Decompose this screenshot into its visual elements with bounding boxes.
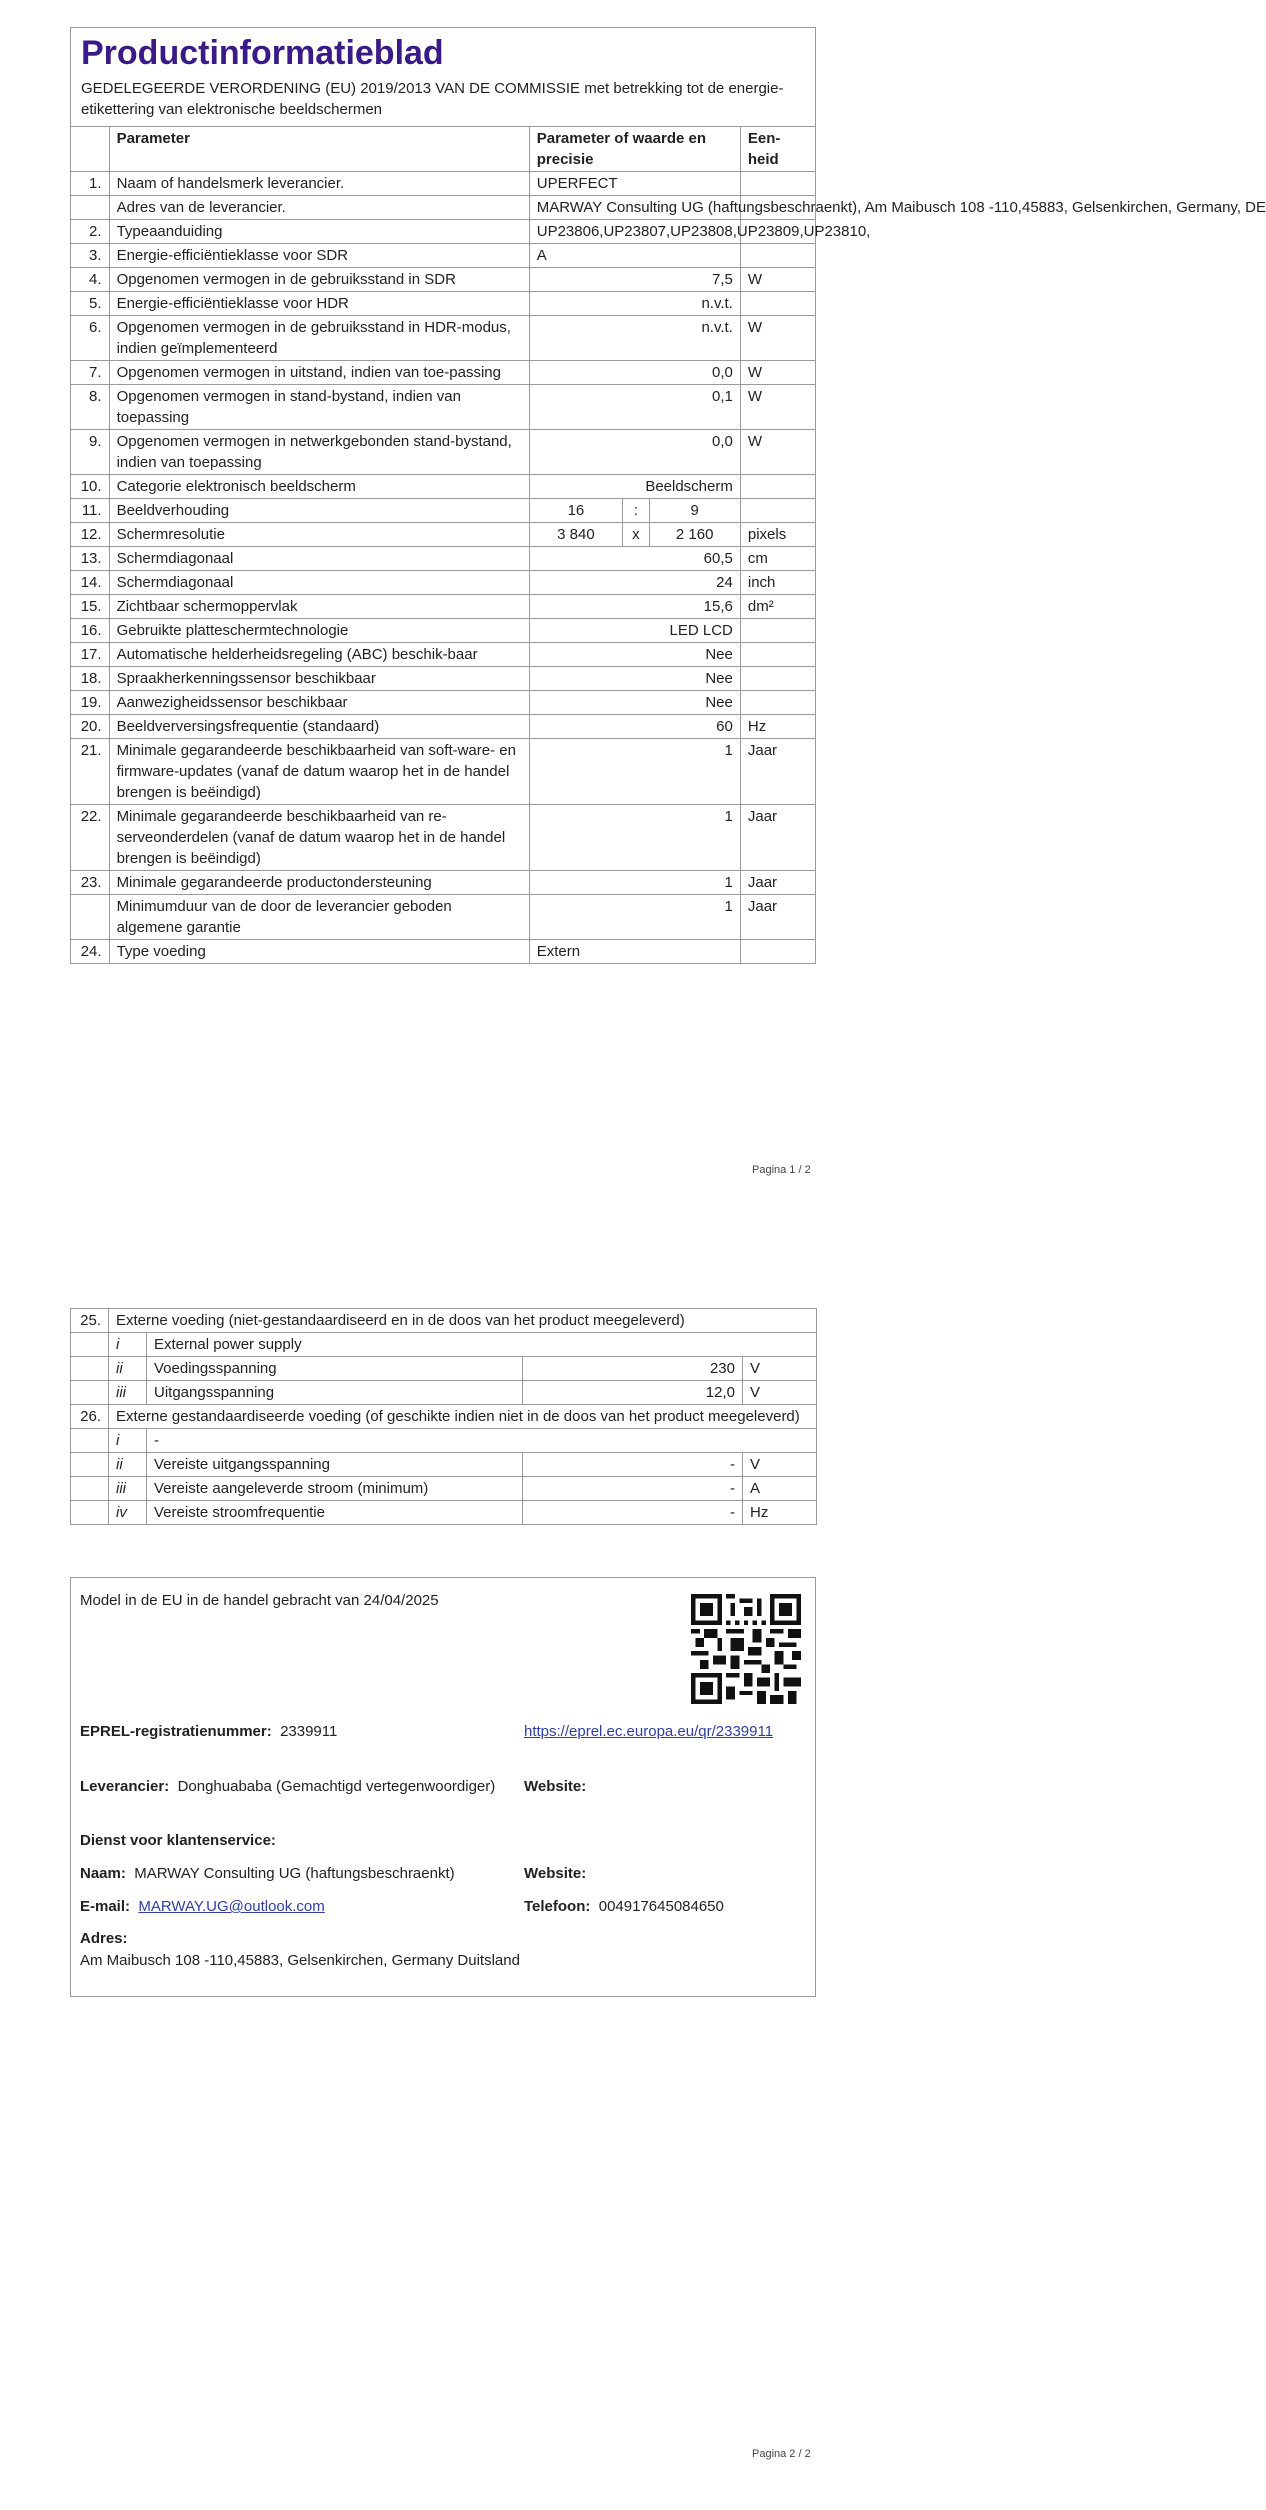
column-header-unit: Een-heid	[740, 127, 815, 172]
unit-cell: Jaar	[740, 895, 815, 940]
supplier-line	[80, 1776, 520, 1797]
parameter-cell: Gebruikte platteschermtechnologie	[109, 619, 529, 643]
unit-cell: Jaar	[740, 871, 815, 895]
row-number: 15.	[71, 595, 110, 619]
sub-item-row	[71, 1429, 817, 1453]
value-cell: 1	[529, 871, 740, 895]
row-number: 23.	[71, 871, 110, 895]
section-number: 25.	[71, 1309, 109, 1333]
value-cell: 1	[529, 805, 740, 871]
row-number: 1.	[71, 172, 110, 196]
sub-label: Voedingsspanning	[147, 1357, 523, 1381]
empty-cell	[71, 1333, 109, 1357]
table-row	[71, 895, 816, 940]
regulation-subtitle: GEDELEGEERDE VERORDENING (EU) 2019/2013 VAN DE COMMISSIE met betrekking tot de energie-etikettering van elektronische beeldschermen	[81, 80, 784, 118]
row-number	[71, 895, 110, 940]
row-number: 3.	[71, 244, 110, 268]
value-cell: UP23806,UP23807,UP23808,UP23809,UP23810,	[529, 220, 740, 244]
table-row	[71, 805, 816, 871]
unit-cell: Hz	[740, 715, 815, 739]
unit-cell	[740, 499, 815, 523]
value-cell: 1	[529, 739, 740, 805]
unit-cell	[740, 667, 815, 691]
table-row	[71, 523, 816, 547]
page-1	[70, 27, 1266, 964]
row-number: 7.	[71, 361, 110, 385]
table-row	[71, 715, 816, 739]
table-row	[71, 361, 816, 385]
row-number: 13.	[71, 547, 110, 571]
row-number: 19.	[71, 691, 110, 715]
document-title: Productinformatieblad	[81, 34, 444, 72]
unit-cell: Jaar	[740, 805, 815, 871]
empty-cell	[71, 1453, 109, 1477]
parameter-cell: Energie-efficiëntieklasse voor SDR	[109, 244, 529, 268]
parameter-cell: Opgenomen vermogen in netwerkgebonden stand-bystand, indien van toepassing	[109, 430, 529, 475]
eprel-label: EPREL-registratienummer:	[80, 1723, 272, 1740]
unit-cell	[740, 619, 815, 643]
row-number: 14.	[71, 571, 110, 595]
unit-cell	[740, 691, 815, 715]
phone-label: Telefoon:	[524, 1898, 591, 1915]
sub-unit: Hz	[743, 1501, 817, 1525]
supplier-info-box	[70, 1577, 816, 1997]
row-number: 16.	[71, 619, 110, 643]
parameter-cell: Typeaanduiding	[109, 220, 529, 244]
row-number: 12.	[71, 523, 110, 547]
sub-index: ii	[109, 1357, 147, 1381]
empty-cell	[71, 1357, 109, 1381]
row-number: 6.	[71, 316, 110, 361]
row-number: 18.	[71, 667, 110, 691]
parameter-cell: Beeldverversingsfrequentie (standaard)	[109, 715, 529, 739]
unit-cell	[740, 643, 815, 667]
unit-cell	[740, 940, 815, 964]
column-header-value: Parameter of waarde en precisie	[529, 127, 740, 172]
email-label: E-mail:	[80, 1898, 131, 1915]
table-row	[71, 292, 816, 316]
parameter-cell: Automatische helderheidsregeling (ABC) beschik-baar	[109, 643, 529, 667]
parameter-cell: Schermdiagonaal	[109, 571, 529, 595]
parameter-cell: Spraakherkenningssensor beschikbaar	[109, 667, 529, 691]
parameter-cell: Minimale gegarandeerde beschikbaarheid van re-serveonderdelen (vanaf de datum waarop het in de handel brengen is beëindigd)	[109, 805, 529, 871]
empty-cell	[71, 1477, 109, 1501]
sub-index: ii	[109, 1453, 147, 1477]
sub-item-row	[71, 1501, 817, 1525]
unit-cell: W	[740, 316, 815, 361]
value-separator: :	[623, 499, 649, 523]
parameter-cell: Opgenomen vermogen in de gebruiksstand in HDR-modus, indien geïmplementeerd	[109, 316, 529, 361]
section-title: Externe voeding (niet-gestandaardiseerd en in de doos van het product meegeleverd)	[109, 1309, 817, 1333]
parameter-cell: Energie-efficiëntieklasse voor HDR	[109, 292, 529, 316]
eprel-number: 2339911	[280, 1723, 338, 1740]
sub-index: i	[109, 1333, 147, 1357]
table-row	[71, 499, 816, 523]
sub-label: Vereiste aangeleverde stroom (minimum)	[147, 1477, 523, 1501]
table-row	[71, 244, 816, 268]
table-row	[71, 547, 816, 571]
power-supply-table	[70, 1308, 817, 1525]
table-row	[71, 691, 816, 715]
row-number: 8.	[71, 385, 110, 430]
unit-cell: dm²	[740, 595, 815, 619]
table-row	[71, 268, 816, 292]
value-cell: Extern	[529, 940, 740, 964]
value-cell: n.v.t.	[529, 316, 740, 361]
parameter-cell: Opgenomen vermogen in uitstand, indien van toe-passing	[109, 361, 529, 385]
parameter-cell: Schermdiagonaal	[109, 547, 529, 571]
table-row	[71, 475, 816, 499]
value-cell: 7,5	[529, 268, 740, 292]
empty-cell	[71, 1501, 109, 1525]
sub-label: Vereiste uitgangsspanning	[147, 1453, 523, 1477]
address-value: Am Maibusch 108 -110,45883, Gelsenkirchen, Germany Duitsland	[80, 1952, 520, 1969]
sub-label: -	[147, 1429, 817, 1453]
value-cell: 0,0	[529, 430, 740, 475]
unit-cell	[740, 172, 815, 196]
table-row	[71, 619, 816, 643]
unit-cell: inch	[740, 571, 815, 595]
parameter-cell: Aanwezigheidssensor beschikbaar	[109, 691, 529, 715]
unit-cell	[740, 475, 815, 499]
sub-label: Uitgangsspanning	[147, 1381, 523, 1405]
service-name-line	[80, 1863, 455, 1884]
parameter-cell: Opgenomen vermogen in stand-bystand, indien van toepassing	[109, 385, 529, 430]
section-row	[71, 1309, 817, 1333]
eprel-registration	[80, 1721, 337, 1742]
table-header-row	[71, 127, 816, 172]
unit-cell: W	[740, 385, 815, 430]
document-header	[70, 27, 816, 126]
value-cell: 60	[529, 715, 740, 739]
unit-cell: W	[740, 268, 815, 292]
table-row	[71, 220, 816, 244]
row-number: 20.	[71, 715, 110, 739]
sub-unit: A	[743, 1477, 817, 1501]
row-number	[71, 196, 110, 220]
value-separator: x	[623, 523, 649, 547]
customer-service-label: Dienst voor klantenservice:	[80, 1832, 276, 1849]
parameter-cell: Schermresolutie	[109, 523, 529, 547]
service-name-value: MARWAY Consulting UG (haftungsbeschraenkt)	[134, 1865, 455, 1882]
empty-cell	[71, 1429, 109, 1453]
unit-cell: cm	[740, 547, 815, 571]
table-row	[71, 739, 816, 805]
row-number: 11.	[71, 499, 110, 523]
value-cell: 0,1	[529, 385, 740, 430]
row-number: 22.	[71, 805, 110, 871]
supplier-label: Leverancier:	[80, 1778, 170, 1795]
value-part-a: 16	[529, 499, 622, 523]
table-row	[71, 430, 816, 475]
section-title: Externe gestandaardiseerde voeding (of geschikte indien niet in de doos van het product meegeleverd)	[109, 1405, 817, 1429]
sub-index: iii	[109, 1381, 147, 1405]
sub-index: iii	[109, 1477, 147, 1501]
value-cell: 1	[529, 895, 740, 940]
sub-index: iv	[109, 1501, 147, 1525]
value-cell: Nee	[529, 691, 740, 715]
parameter-cell: Adres van de leverancier.	[109, 196, 529, 220]
unit-cell	[740, 244, 815, 268]
parameter-cell: Naam of handelsmerk leverancier.	[109, 172, 529, 196]
value-cell: Beeldscherm	[529, 475, 740, 499]
column-header-parameter: Parameter	[109, 127, 529, 172]
unit-cell: W	[740, 361, 815, 385]
website-label: Website:	[524, 1778, 587, 1795]
parameter-cell: Opgenomen vermogen in de gebruiksstand in SDR	[109, 268, 529, 292]
table-row	[71, 316, 816, 361]
row-number: 10.	[71, 475, 110, 499]
sub-value: -	[523, 1501, 743, 1525]
table-row	[71, 385, 816, 430]
sub-value: 12,0	[523, 1381, 743, 1405]
parameter-cell: Minimale gegarandeerde productondersteuning	[109, 871, 529, 895]
table-row	[71, 643, 816, 667]
table-row	[71, 871, 816, 895]
row-number: 9.	[71, 430, 110, 475]
parameter-cell: Type voeding	[109, 940, 529, 964]
parameter-cell: Categorie elektronisch beeldscherm	[109, 475, 529, 499]
email-link[interactable]: MARWAY.UG@outlook.com	[138, 1898, 325, 1915]
address-label: Adres:	[80, 1930, 128, 1947]
page-number-1: Pagina 1 / 2	[752, 1164, 811, 1176]
parameter-cell: Beeldverhouding	[109, 499, 529, 523]
sub-item-row	[71, 1357, 817, 1381]
phone-line	[524, 1896, 724, 1917]
table-row	[71, 172, 816, 196]
website-label-2: Website:	[524, 1865, 587, 1882]
supplier-value: Donghuababa (Gemachtigd vertegenwoordiger)	[177, 1778, 496, 1795]
product-info-table	[70, 126, 1266, 964]
table-row	[71, 667, 816, 691]
section-row	[71, 1405, 817, 1429]
sub-value: 230	[523, 1357, 743, 1381]
value-part-a: 3 840	[529, 523, 622, 547]
sub-label: External power supply	[147, 1333, 817, 1357]
page-number-2: Pagina 2 / 2	[752, 2448, 811, 2460]
qr-code-icon[interactable]	[691, 1594, 801, 1704]
sub-unit: V	[743, 1453, 817, 1477]
value-cell: Nee	[529, 667, 740, 691]
sub-item-row	[71, 1477, 817, 1501]
value-cell: MARWAY Consulting UG (haftungsbeschraenkt), Am Maibusch 108 -110,45883, Gelsenkirchen, Germany, DE	[529, 196, 740, 220]
value-part-b: 2 160	[649, 523, 740, 547]
sub-unit: V	[743, 1357, 817, 1381]
sub-value: -	[523, 1477, 743, 1501]
name-label: Naam:	[80, 1865, 126, 1882]
row-number: 24.	[71, 940, 110, 964]
unit-cell: pixels	[740, 523, 815, 547]
value-cell: 60,5	[529, 547, 740, 571]
sub-item-row	[71, 1453, 817, 1477]
value-cell: 15,6	[529, 595, 740, 619]
table-row	[71, 940, 816, 964]
value-cell: 24	[529, 571, 740, 595]
row-number: 21.	[71, 739, 110, 805]
table-row	[71, 196, 816, 220]
value-cell: n.v.t.	[529, 292, 740, 316]
table-row	[71, 595, 816, 619]
value-cell: Nee	[529, 643, 740, 667]
value-part-b: 9	[649, 499, 740, 523]
row-number: 17.	[71, 643, 110, 667]
table-row	[71, 571, 816, 595]
model-placed-on-market: Model in de EU in de handel gebracht van 24/04/2025	[80, 1592, 439, 1609]
eprel-link[interactable]: https://eprel.ec.europa.eu/qr/2339911	[524, 1723, 774, 1740]
sub-label: Vereiste stroomfrequentie	[147, 1501, 523, 1525]
unit-cell	[740, 292, 815, 316]
value-cell: UPERFECT	[529, 172, 740, 196]
row-number: 5.	[71, 292, 110, 316]
row-number: 2.	[71, 220, 110, 244]
unit-cell: Jaar	[740, 739, 815, 805]
sub-item-row	[71, 1381, 817, 1405]
unit-cell: W	[740, 430, 815, 475]
sub-value: -	[523, 1453, 743, 1477]
email-line	[80, 1896, 325, 1917]
section-number: 26.	[71, 1405, 109, 1429]
value-cell: LED LCD	[529, 619, 740, 643]
empty-cell	[71, 1381, 109, 1405]
sub-unit: V	[743, 1381, 817, 1405]
value-cell: A	[529, 244, 740, 268]
value-cell: 0,0	[529, 361, 740, 385]
page-2-table	[70, 1308, 816, 1525]
parameter-cell: Minimale gegarandeerde beschikbaarheid van soft-ware- en firmware-updates (vanaf de datum waarop het in de handel brengen is beëindigd)	[109, 739, 529, 805]
phone-value: 004917645084650	[598, 1898, 724, 1915]
sub-index: i	[109, 1429, 147, 1453]
parameter-cell: Minimumduur van de door de leverancier geboden algemene garantie	[109, 895, 529, 940]
sub-item-row	[71, 1333, 817, 1357]
parameter-cell: Zichtbaar schermoppervlak	[109, 595, 529, 619]
row-number: 4.	[71, 268, 110, 292]
